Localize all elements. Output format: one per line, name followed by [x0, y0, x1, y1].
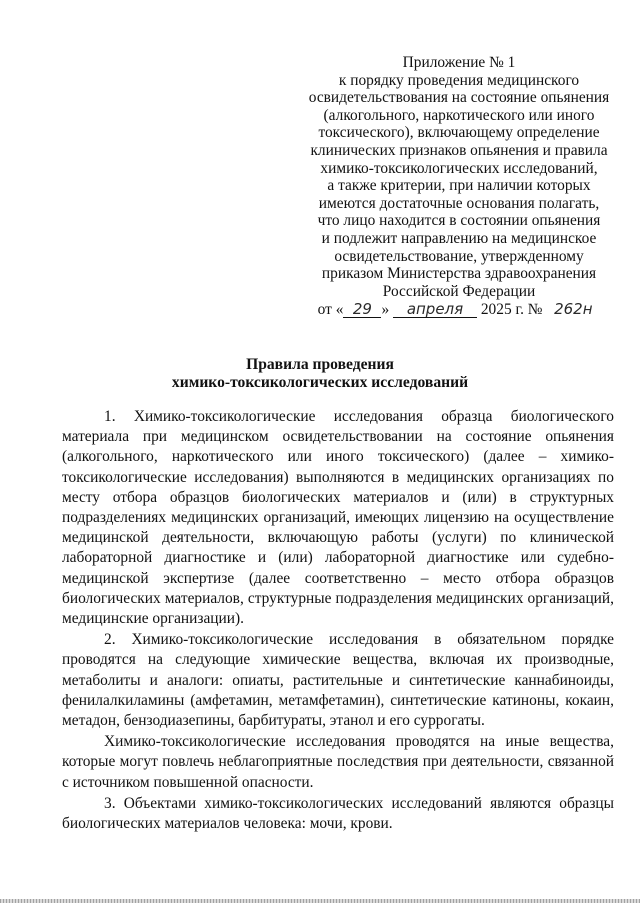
appendix-line: токсического), включающему определение — [318, 124, 600, 142]
document-body — [62, 407, 614, 834]
date-prefix: от « — [317, 301, 344, 319]
order-date-line — [300, 301, 618, 319]
appendix-line: приказом Министерства здравоохранения — [321, 265, 597, 283]
appendix-line: освидетельствование, утвержденному — [334, 247, 584, 265]
appendix-header — [300, 54, 618, 319]
appendix-line: Российской Федерации — [382, 282, 536, 300]
appendix-line: что лицо находится в состоянии опьянения — [317, 212, 601, 230]
document-title — [0, 356, 640, 392]
appendix-line: имеются достаточные основания полагать, — [318, 194, 600, 212]
handwritten-day: 29 — [343, 302, 381, 318]
appendix-line: клинических признаков опьянения и правила — [310, 141, 608, 159]
date-mid: » — [381, 301, 390, 319]
title-line-2: химико-токсикологических исследований — [171, 374, 469, 391]
paragraph-2-continued: Химико-токсикологические исследования проводятся на иные вещества, которые могут повлечь неблагоприятные последствия при деятельности, связанной с источником повышенной опасности. — [62, 733, 614, 791]
appendix-line: (алкогольного, наркотического или иного — [323, 106, 595, 124]
appendix-line: освидетельствования на состояние опьянения — [308, 89, 610, 107]
paragraph-2: 2. Химико-токсикологические исследования в обязательном порядке проводятся на следующие химические вещества, включая их производные, метаболиты и аналоги: опиаты, растительные и синтетические каннабиноиды, фенилалкиламины (амфетамин, метамфетамин), синтетические катиноны, кокаин, метадон, бензодиазепины, барбитураты, этанол и его суррогаты. — [62, 631, 614, 730]
paragraph-3: 3. Объектами химико-токсикологических исследований являются образцы биологических материалов человека: мочи, крови. — [62, 794, 614, 833]
date-year: 2025 г. № — [480, 301, 543, 319]
appendix-line: химико-токсикологических исследований, — [320, 159, 598, 177]
handwritten-month: апреля — [393, 302, 477, 318]
appendix-line: Приложение № 1 — [402, 54, 516, 71]
appendix-line: к порядку проведения медицинского — [338, 71, 580, 89]
title-line-1: Правила проведения — [246, 356, 394, 373]
appendix-line: а также критерии, при наличии которых — [327, 177, 591, 195]
paragraph-1: 1. Химико-токсикологические исследования образца биологического материала при медицинском освидетельствовании на состояние опьянения (алкогольного, наркотического или иного токсического) (далее – химико-токсикологические исследования) выполняются в медицинских организациях по месту отбора образцов биологических материалов и (или) в структурных подразделениях медицинских организаций, имеющих лицензию на осуществление медицинской деятельности, включающую работы (услуги) по клинической лабораторной диагностике и (или) лабораторной диагностике или судебно-медицинской экспертизе (далее соответственно – место отбора образцов биологических материалов, структурные подразделения медицинских организаций, медицинские организации). — [62, 408, 614, 628]
handwritten-order-number: 262н — [554, 300, 593, 319]
appendix-line: и подлежит направлению на медицинское — [321, 229, 597, 247]
scan-edge-artifact — [0, 899, 640, 903]
